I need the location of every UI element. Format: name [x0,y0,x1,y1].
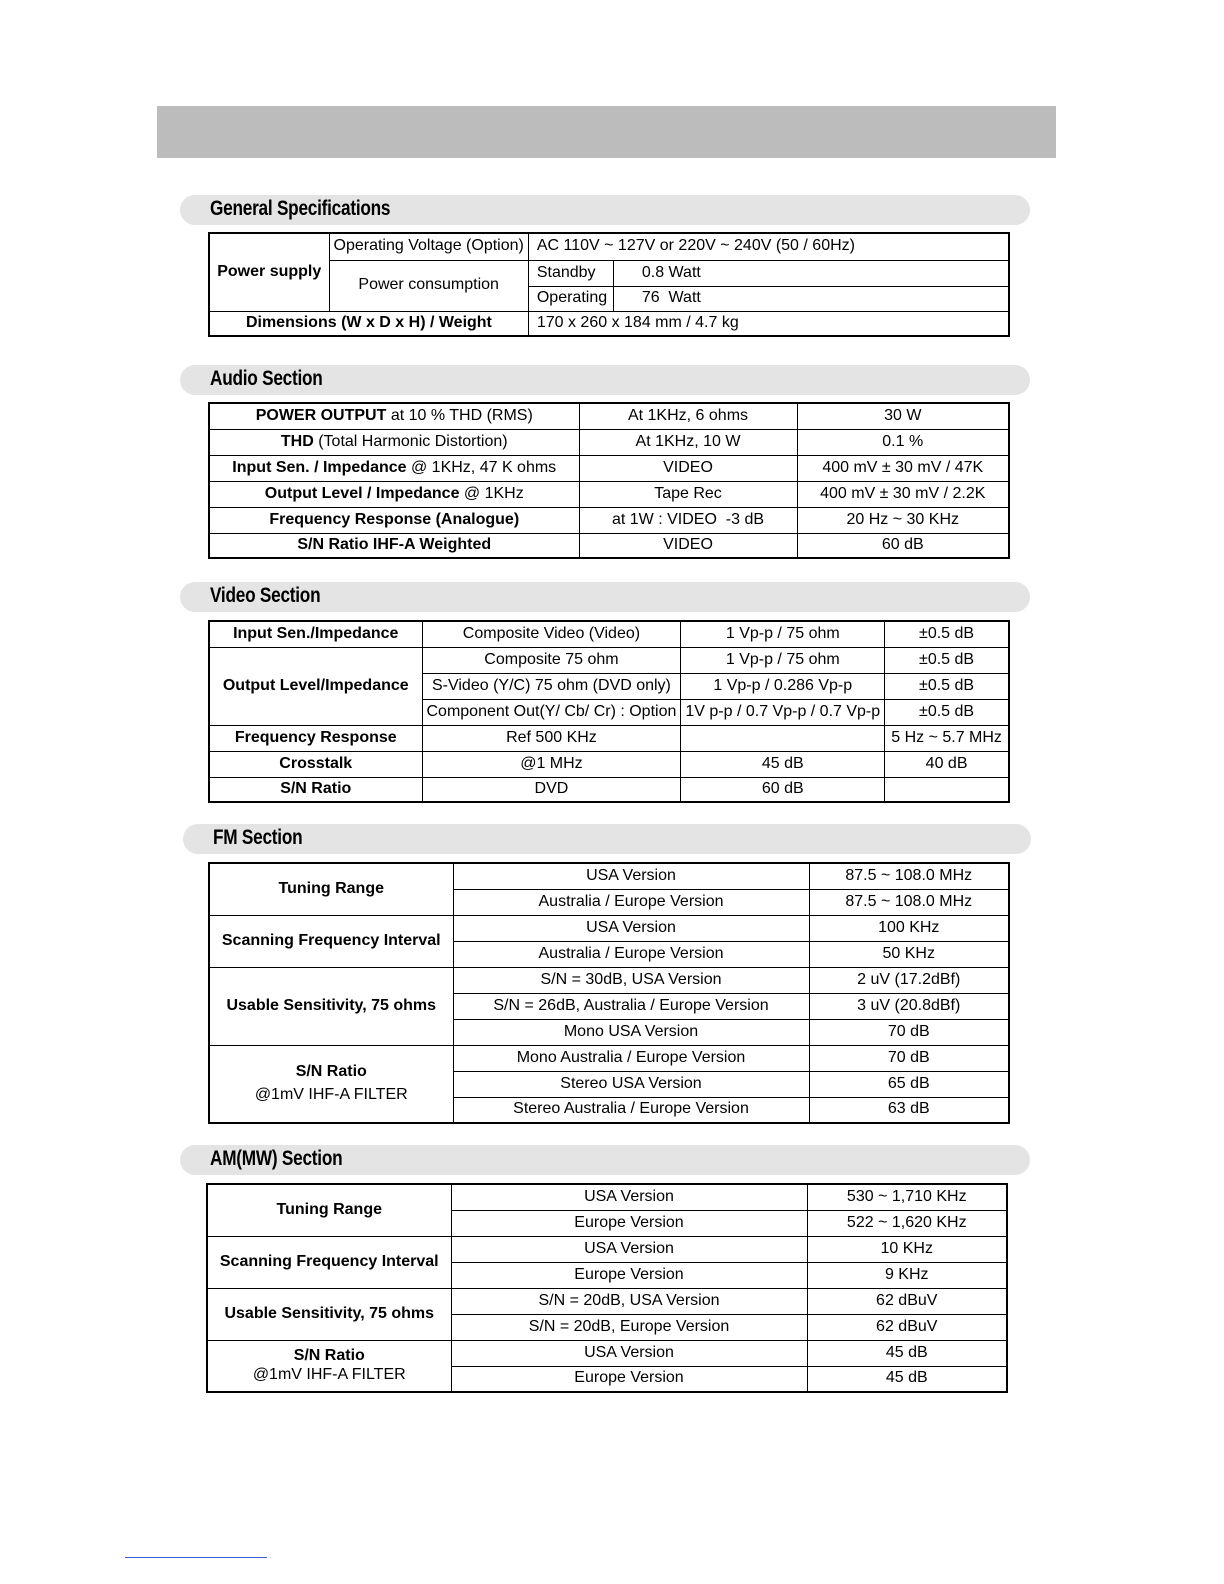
audio-param-bold: Output Level / Impedance [264,484,460,502]
video-level: 1 Vp-p / 75 ohm [681,621,885,647]
fm-condition: S/N = 30dB, USA Version [453,967,809,993]
video-crosstalk-label: Crosstalk [209,751,422,777]
am-condition: Europe Version [451,1366,807,1392]
am-section-title: AM(MW) Section [210,1147,343,1170]
table-row [209,455,1009,481]
fm-value: 87.5 ~ 108.0 MHz [809,863,1009,889]
am-group-label: Usable Sensitivity, 75 ohms [207,1288,451,1340]
table-row [207,1184,1007,1210]
fm-value: 100 KHz [809,915,1009,941]
audio-param-bold: Input Sen. / Impedance [232,458,407,476]
table-row [209,481,1009,507]
fm-condition: S/N = 26dB, Australia / Europe Version [453,993,809,1019]
am-value: 9 KHz [807,1262,1007,1288]
am-value: 45 dB [807,1340,1007,1366]
op-voltage-label: Operating Voltage (Option) [329,233,528,260]
video-level: 1V p-p / 0.7 Vp-p / 0.7 Vp-p [681,699,885,725]
audio-condition: Tape Rec [579,481,797,507]
fm-condition: Mono USA Version [453,1019,809,1045]
fm-condition: Stereo Australia / Europe Version [453,1097,809,1123]
standby-label: Standby [528,260,613,286]
footer-link-underline [125,1557,267,1558]
video-section-header [180,582,1030,612]
general-section-title: General Specifications [210,197,391,220]
am-value: 530 ~ 1,710 KHz [807,1184,1007,1210]
am-spec-table [206,1183,1008,1393]
table-row [209,647,1009,673]
audio-section-header [180,365,1030,395]
fm-condition: USA Version [453,863,809,889]
fm-value: 3 uV (20.8dBf) [809,993,1009,1019]
op-voltage-value: AC 110V ~ 127V or 220V ~ 240V (50 / 60Hz) [528,233,1009,260]
table-row [209,751,1009,777]
dimensions-label: Dimensions (W x D x H) / Weight [209,311,528,336]
video-input-label: Input Sen./Impedance [209,621,422,647]
video-tolerance: 40 dB [885,751,1009,777]
audio-value: 20 Hz ~ 30 KHz [797,507,1009,533]
table-row [209,967,1009,993]
am-sn-cell [207,1340,451,1392]
audio-section-title: Audio Section [210,367,323,390]
table-row [209,311,1009,336]
fm-sn-cell [209,1045,453,1123]
fm-condition: Australia / Europe Version [453,889,809,915]
audio-param-bold: POWER OUTPUT [255,406,387,424]
video-freq-label: Frequency Response [209,725,422,751]
fm-value: 50 KHz [809,941,1009,967]
am-condition: USA Version [451,1236,807,1262]
table-row [209,233,1009,260]
video-section-title: Video Section [210,584,321,607]
video-tolerance: 5 Hz ~ 5.7 MHz [885,725,1009,751]
power-consumption-label: Power consumption [329,260,528,311]
video-type: DVD [422,777,681,802]
video-level [681,725,885,751]
header-bar [157,106,1056,158]
audio-param-bold: Frequency Response (Analogue) [269,510,520,528]
fm-group-label: Scanning Frequency Interval [209,915,453,967]
fm-section-title: FM Section [213,826,303,849]
audio-condition: at 1W : VIDEO -3 dB [579,507,797,533]
fm-value: 65 dB [809,1071,1009,1097]
video-type: Composite Video (Video) [422,621,681,647]
table-row [209,1045,1009,1071]
video-tolerance: ±0.5 dB [885,699,1009,725]
video-type: Ref 500 KHz [422,725,681,751]
video-type: @1 MHz [422,751,681,777]
am-condition: Europe Version [451,1210,807,1236]
audio-value: 0.1 % [797,429,1009,455]
table-row [207,1236,1007,1262]
video-output-label: Output Level/Impedance [209,647,422,725]
video-level: 1 Vp-p / 75 ohm [681,647,885,673]
fm-value: 63 dB [809,1097,1009,1123]
am-group-label: Tuning Range [207,1184,451,1236]
fm-condition: Mono Australia / Europe Version [453,1045,809,1071]
dimensions-value: 170 x 260 x 184 mm / 4.7 kg [528,311,1009,336]
video-level: 1 Vp-p / 0.286 Vp-p [681,673,885,699]
fm-group-sublabel: @1mV IHF-A FILTER [254,1085,408,1103]
fm-group-label: Tuning Range [209,863,453,915]
fm-group-label: Usable Sensitivity, 75 ohms [209,967,453,1045]
audio-value: 60 dB [797,533,1009,558]
video-type: Composite 75 ohm [422,647,681,673]
video-spec-table [208,620,1010,803]
video-level: 60 dB [681,777,885,802]
am-value: 522 ~ 1,620 KHz [807,1210,1007,1236]
general-spec-table [208,232,1010,337]
video-tolerance: ±0.5 dB [885,647,1009,673]
fm-value: 2 uV (17.2dBf) [809,967,1009,993]
fm-spec-table [208,862,1010,1124]
power-supply-label: Power supply [209,233,329,311]
am-value: 62 dBuV [807,1288,1007,1314]
am-group-sublabel: @1mV IHF-A FILTER [252,1365,406,1383]
am-section-header [180,1145,1030,1175]
fm-condition: USA Version [453,915,809,941]
audio-spec-table [208,402,1010,559]
video-sn-label: S/N Ratio [209,777,422,802]
am-condition: USA Version [451,1340,807,1366]
video-tolerance: ±0.5 dB [885,621,1009,647]
table-row [209,260,1009,286]
audio-param-rest: @ 1KHz [459,484,524,502]
general-section-header [180,195,1030,225]
table-row [209,429,1009,455]
video-level: 45 dB [681,751,885,777]
audio-value: 400 mV ± 30 mV / 47K [797,455,1009,481]
audio-condition: At 1KHz, 10 W [579,429,797,455]
am-value: 62 dBuV [807,1314,1007,1340]
table-row [209,507,1009,533]
am-value: 45 dB [807,1366,1007,1392]
fm-section-header [183,824,1031,854]
am-condition: S/N = 20dB, Europe Version [451,1314,807,1340]
audio-condition: VIDEO [579,455,797,481]
video-type: S-Video (Y/C) 75 ohm (DVD only) [422,673,681,699]
table-row [207,1340,1007,1366]
audio-param-rest: at 10 % THD (RMS) [386,406,533,424]
fm-condition: Australia / Europe Version [453,941,809,967]
fm-value: 70 dB [809,1045,1009,1071]
table-row [207,1288,1007,1314]
audio-condition: VIDEO [579,533,797,558]
table-row [209,621,1009,647]
table-row [209,915,1009,941]
table-row [209,725,1009,751]
operating-value: 76 Watt [613,286,1009,311]
video-type: Component Out(Y/ Cb/ Cr) : Option [422,699,681,725]
am-group-label: Scanning Frequency Interval [207,1236,451,1288]
operating-label: Operating [528,286,613,311]
table-row [209,403,1009,429]
fm-condition: Stereo USA Version [453,1071,809,1097]
am-value: 10 KHz [807,1236,1007,1262]
fm-value: 70 dB [809,1019,1009,1045]
audio-param-rest: (Total Harmonic Distortion) [313,432,508,450]
fm-value: 87.5 ~ 108.0 MHz [809,889,1009,915]
am-condition: Europe Version [451,1262,807,1288]
audio-value: 30 W [797,403,1009,429]
am-condition: USA Version [451,1184,807,1210]
audio-condition: At 1KHz, 6 ohms [579,403,797,429]
audio-param-rest: @ 1KHz, 47 K ohms [406,458,557,476]
audio-value: 400 mV ± 30 mV / 2.2K [797,481,1009,507]
standby-value: 0.8 Watt [613,260,1009,286]
audio-param-bold: THD [280,432,314,450]
am-condition: S/N = 20dB, USA Version [451,1288,807,1314]
audio-param-bold: S/N Ratio IHF-A Weighted [297,535,492,553]
fm-group-label: S/N Ratio [295,1062,367,1080]
video-tolerance: ±0.5 dB [885,673,1009,699]
table-row [209,533,1009,558]
am-group-label: S/N Ratio [293,1346,365,1364]
video-tolerance [885,777,1009,802]
table-row [209,777,1009,802]
table-row [209,863,1009,889]
